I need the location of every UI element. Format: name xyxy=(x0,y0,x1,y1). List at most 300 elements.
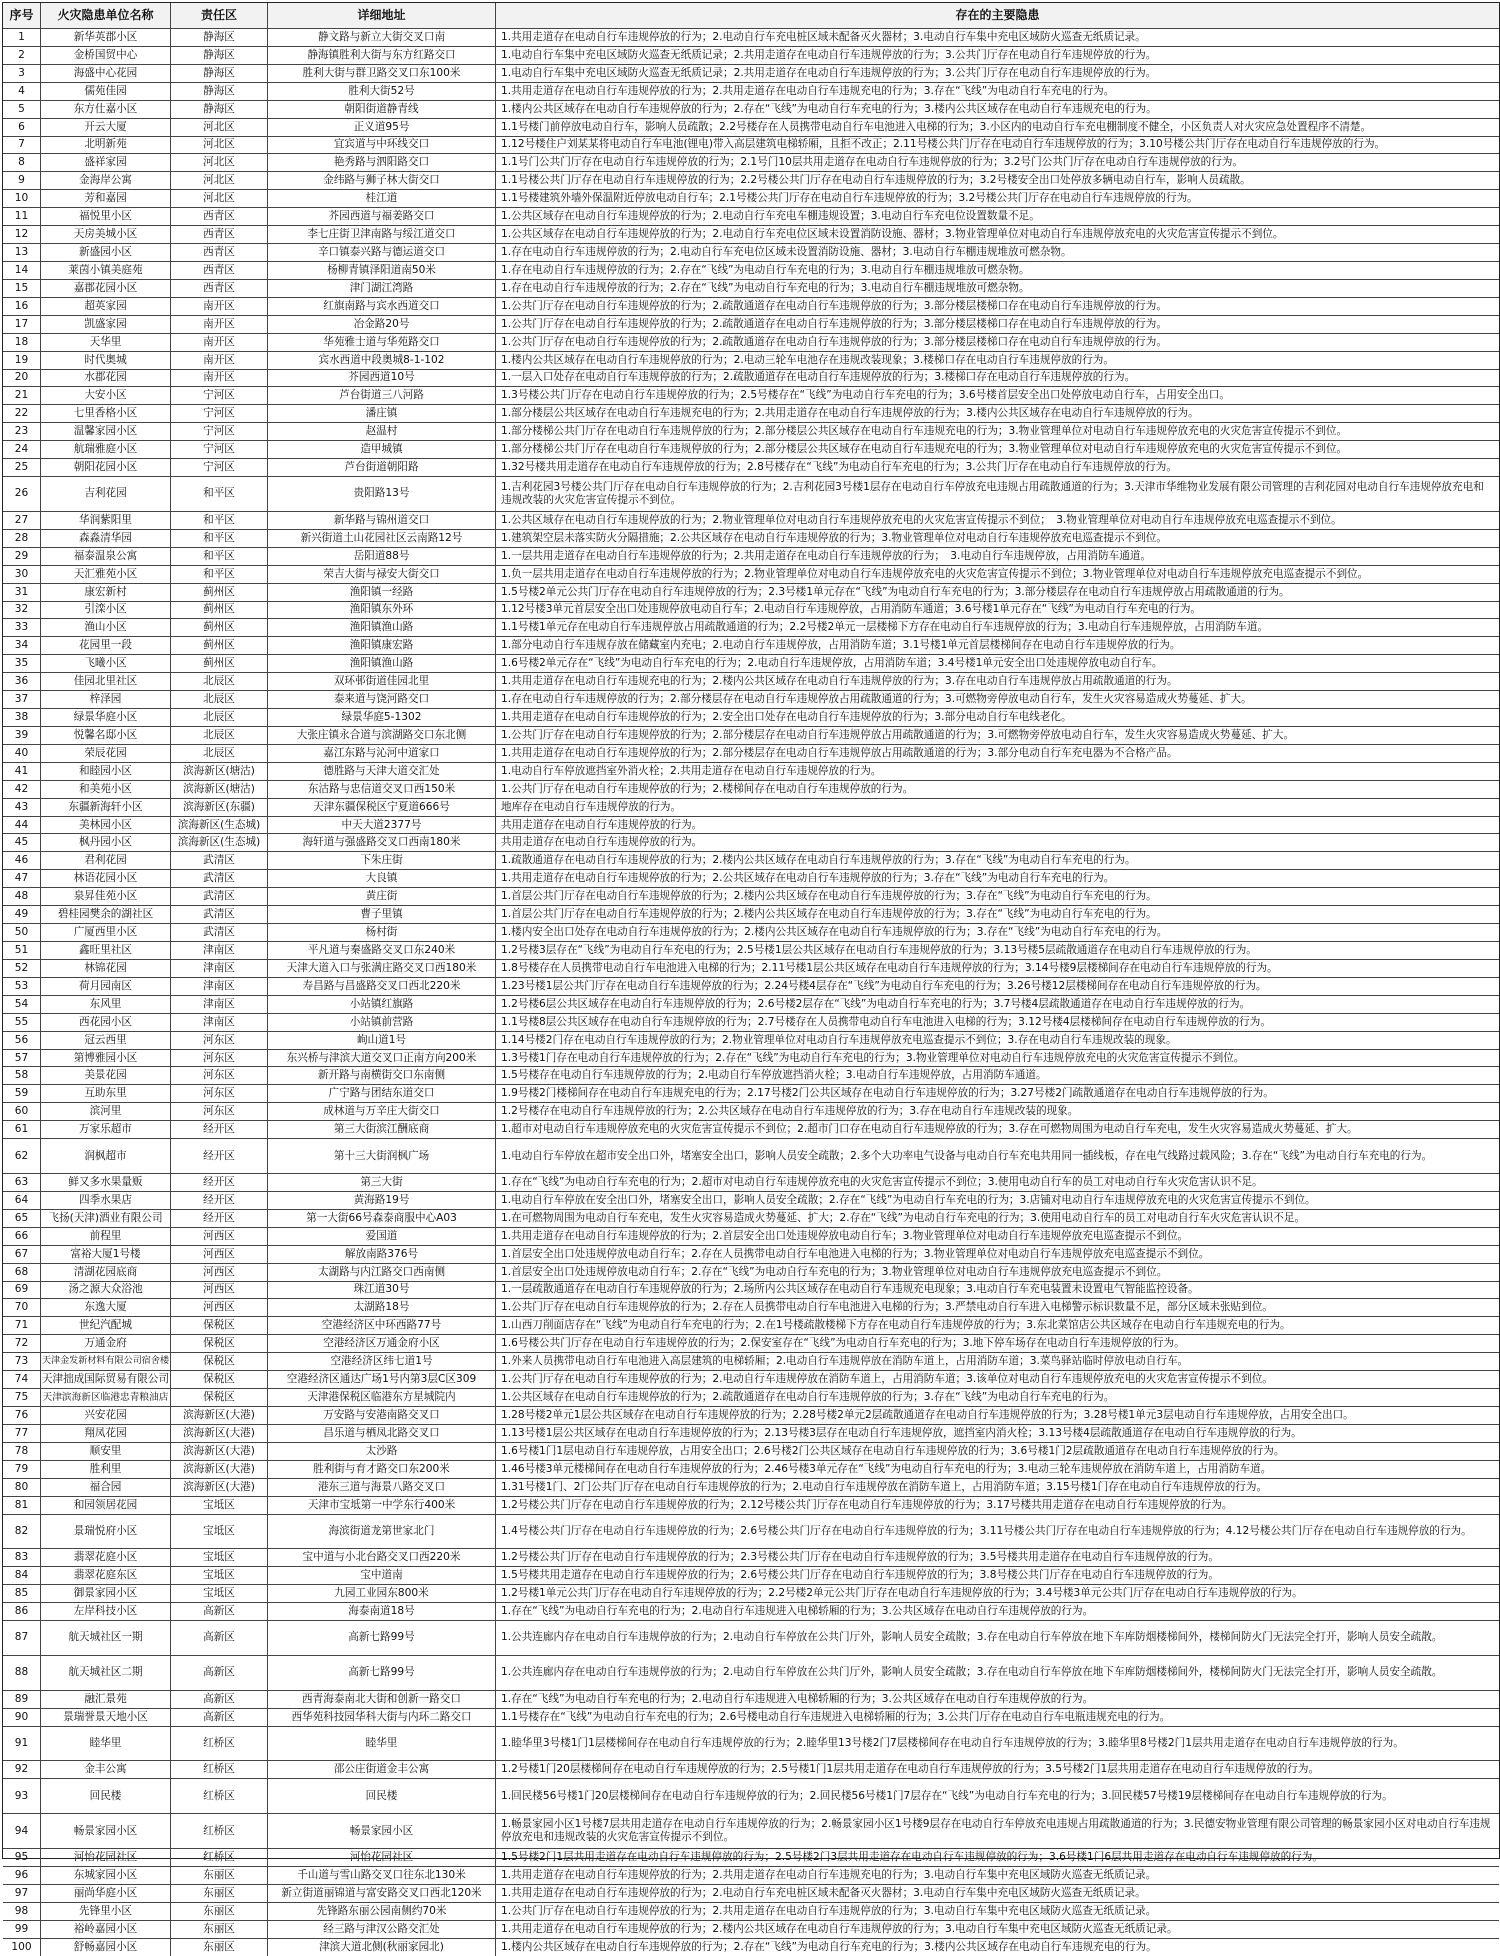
table-row xyxy=(3,423,1499,441)
col-index: 91 xyxy=(3,1727,41,1761)
col-district: 河东区 xyxy=(171,1085,268,1102)
col-district: 河西区 xyxy=(171,1246,268,1263)
col-index: 40 xyxy=(3,745,41,762)
col-index: 1 xyxy=(3,29,41,46)
table-row xyxy=(3,817,1499,835)
col-index: 17 xyxy=(3,316,41,333)
col-unit-name: 东风里 xyxy=(41,996,171,1013)
col-index: 47 xyxy=(3,870,41,887)
col-index: 81 xyxy=(3,1497,41,1514)
col-address: 空港经济区万通金府小区 xyxy=(268,1335,496,1352)
col-address: 宝中道与小北台路交叉口西220米 xyxy=(268,1549,496,1566)
col-index: 88 xyxy=(3,1656,41,1690)
table-row xyxy=(3,763,1499,781)
table-row xyxy=(3,1335,1499,1353)
col-unit-name: 天津金发新材料有限公司宿舍楼 xyxy=(41,1353,171,1370)
table-row xyxy=(3,655,1499,673)
col-address: 西青海泰南北大街和创新一路交口 xyxy=(268,1691,496,1708)
col-address: 第三大街滨江酬底商 xyxy=(268,1121,496,1138)
col-unit-name: 金丰公寓 xyxy=(41,1761,171,1778)
table-row xyxy=(3,870,1499,888)
col-address: 岳阳道88号 xyxy=(268,548,496,565)
col-unit-name: 天房美城小区 xyxy=(41,226,171,243)
col-district: 宝坻区 xyxy=(171,1515,268,1549)
col-index: 51 xyxy=(3,942,41,959)
col-district: 保税区 xyxy=(171,1317,268,1334)
col-hazards: 1.共用走道存在电动自行车违规停放的行为；2.公共区域存在电动自行车违规停放的行为；3.存在“飞线”为电动自行车充电的行为。 xyxy=(501,872,1115,885)
table-row xyxy=(3,1656,1499,1691)
col-district: 北辰区 xyxy=(171,691,268,708)
col-unit-name: 金桥国贸中心 xyxy=(41,47,171,64)
col-district: 河北区 xyxy=(171,154,268,171)
col-district: 保税区 xyxy=(171,1389,268,1406)
col-unit-name: 兴安花园 xyxy=(41,1407,171,1424)
col-address: 渔阳镇东外环 xyxy=(268,602,496,619)
col-address: 天津港保税区临港东方星城院内 xyxy=(268,1389,496,1406)
col-unit-name: 御景家园小区 xyxy=(41,1585,171,1602)
col-district: 和平区 xyxy=(171,530,268,547)
col-hazards: 1.共用走道存在电动自行车违规停放的行为；2.安全出口处存在电动自行车违规停放的行为；3.部分电动自行车电线老化。 xyxy=(501,710,1072,723)
col-district: 南开区 xyxy=(171,352,268,369)
col-district: 高新区 xyxy=(171,1656,268,1690)
col-district: 武清区 xyxy=(171,924,268,941)
col-index: 63 xyxy=(3,1174,41,1191)
table-row xyxy=(3,1849,1499,1867)
col-district: 东丽区 xyxy=(171,1921,268,1938)
col-index: 97 xyxy=(3,1885,41,1902)
col-unit-name: 朝阳花园小区 xyxy=(41,459,171,476)
col-index: 96 xyxy=(3,1867,41,1884)
col-address: 曹子里镇 xyxy=(268,906,496,923)
col-district: 滨海新区(大港) xyxy=(171,1443,268,1460)
col-index: 78 xyxy=(3,1443,41,1460)
table-row xyxy=(3,709,1499,727)
col-address: 小站镇前营路 xyxy=(268,1014,496,1031)
table-row xyxy=(3,137,1499,155)
col-district: 蓟州区 xyxy=(171,584,268,601)
col-index: 64 xyxy=(3,1192,41,1209)
table-row xyxy=(3,370,1499,388)
col-index: 28 xyxy=(3,530,41,547)
table-row xyxy=(3,459,1499,477)
col-district: 滨海新区(东疆) xyxy=(171,799,268,816)
col-district: 红桥区 xyxy=(171,1849,268,1866)
col-unit-name: 天汇雅苑小区 xyxy=(41,566,171,583)
col-hazards: 1.畅景家园小区1号楼7层共用走道存在电动自行车违规停放的行为；2.畅景家园小区1号楼9层存在电动自行车停放充电违规占用疏散通道的行为；3.民德安物业管理有限公司管理的畅景家园小区对电动自行车违规停放充电和违规改装的火灾危害宣传提示不到位。 xyxy=(501,1818,1491,1844)
col-district: 经开区 xyxy=(171,1174,268,1191)
col-hazards: 1.8号楼存在人员携带电动自行车电池进入电梯的行为；2.11号楼1层公共区域存在电动自行车违规停放的行为；3.14号楼9层楼梯间存在电动自行车违规停放的行为。 xyxy=(501,961,1278,974)
table-row xyxy=(3,1210,1499,1228)
col-hazards: 1.2号楼6层公共区域存在电动自行车违规停放的行为；2.6号楼2层存在“飞线”为电动自行车充电的行为；3.7号楼4层疏散通道存在电动自行车违规停放的行为。 xyxy=(501,997,1251,1010)
table-row xyxy=(3,477,1499,512)
col-hazards: 1.公共门厅存在电动自行车违规停放的行为；2.疏散通道存在电动自行车违规停放的行为；3.部分楼层楼梯口存在电动自行车违规停放的行为。 xyxy=(501,335,1167,348)
col-unit-name: 海盛中心花园 xyxy=(41,65,171,82)
col-address: 昌乐道与栖凤北路交叉口 xyxy=(268,1425,496,1442)
col-index: 95 xyxy=(3,1849,41,1866)
col-district: 北辰区 xyxy=(171,709,268,726)
col-unit-name: 航天城社区一期 xyxy=(41,1621,171,1655)
col-hazards: 1.首层公共门厅存在电动自行车违规停放的行为；2.楼内公共区域存在电动自行车违规停放的行为；3.存在“飞线”为电动自行车充电的行为。 xyxy=(501,908,1157,921)
table-row xyxy=(3,1567,1499,1585)
table-row xyxy=(3,888,1499,906)
col-unit-name: 飞扬(天津)酒业有限公司 xyxy=(41,1210,171,1227)
col-hazards: 1.吉利花园3号楼公共门厅存在电动自行车违规停放的行为；2.吉利花园3号楼1层存在电动自行车停放充电违规占用疏散通道的行为；3.天津市华维物业发展有限公司管理的吉利花园对电动自行车违规停放充电和违规改装的火灾危害宣传提示不到位。 xyxy=(501,480,1484,506)
col-unit-name: 荣辰花园 xyxy=(41,745,171,762)
col-hazards: 1.46号楼3单元楼梯间存在电动自行车违规停放的行为；2.46号楼3单元存在“飞线”为电动自行车充电的行为；3.电动三轮车违规停放在消防车道上，占用消防车道。 xyxy=(501,1462,1272,1475)
col-index: 12 xyxy=(3,226,41,243)
col-index: 90 xyxy=(3,1709,41,1726)
col-district: 红桥区 xyxy=(171,1779,268,1813)
col-district: 河西区 xyxy=(171,1299,268,1316)
col-address: 赵温村 xyxy=(268,423,496,440)
col-unit-name: 富裕大厦1号楼 xyxy=(41,1246,171,1263)
col-hazards: 1.存在电动自行车违规停放的行为；2.电动自行车充电位区域未设置消防设施、器材；3.电动自行车棚违规堆放可燃杂物。 xyxy=(501,246,1072,259)
col-hazards: 1.1号楼公共门厅存在电动自行车违规停放的行为；2.2号楼公共门厅存在电动自行车违规停放的行为；3.2号楼安全出口处停放多辆电动自行车，影响人员疏散。 xyxy=(501,174,1251,187)
col-district: 西青区 xyxy=(171,226,268,243)
col-hazards: 1.存在电动自行车违规停放的行为；2.部分楼层存在电动自行车违规停放占用疏散通道的行为；3.可燃物旁停放电动自行车，发生火灾容易造成火势蔓延、扩大。 xyxy=(501,693,1252,706)
col-unit-name: 鑫旺里社区 xyxy=(41,942,171,959)
col-index: 56 xyxy=(3,1032,41,1049)
col-index: 74 xyxy=(3,1371,41,1388)
table-row xyxy=(3,602,1499,620)
col-hazards: 1.共用走道存在电动自行车违规停放的行为；2.共用走道存在电动自行车违规充电的行为；3.电动自行车集中充电区域防火巡查无纸质记录。 xyxy=(501,1868,1157,1881)
col-unit-name: 和园领居花园 xyxy=(41,1497,171,1514)
table-row xyxy=(3,1407,1499,1425)
col-hazards: 1.部分楼梯公共门厅存在电动自行车违规停放的行为；2.部分楼层公共区域存在电动自行车违规充电的行为；3.物业管理单位对电动自行车违规停放充电的火灾危害宣传提示不到位。 xyxy=(501,425,1348,438)
col-unit-name: 天津拙成国际贸易有限公司 xyxy=(41,1371,171,1388)
col-hazards: 1.公共区域存在电动自行车违规停放的行为；2.疏散通道存在电动自行车违规停放的行为；3.存在“飞线”为电动自行车充电的行为。 xyxy=(501,1391,1115,1404)
col-index: 25 xyxy=(3,459,41,476)
col-hazards: 1.2号楼1单元公共门厅存在电动自行车违规停放的行为；2.2号楼2单元公共门厅存在电动自行车违规停放的行为；3.4号楼3单元公共门厅存在电动自行车违规停放的行为。 xyxy=(501,1587,1303,1600)
table-row xyxy=(3,1814,1499,1849)
col-hazards: 1.公共门厅存在电动自行车违规停放的行为；2.部分楼层存在电动自行车违规停放占用疏散通道的行为；3.可燃物旁停放电动自行车，发生火灾容易造成火势蔓延、扩大。 xyxy=(501,728,1295,741)
col-unit-name: 第博雅园小区 xyxy=(41,1050,171,1067)
col-unit-name: 和睦园小区 xyxy=(41,763,171,780)
col-unit-name: 清湖花园底商 xyxy=(41,1264,171,1281)
col-index: 86 xyxy=(3,1603,41,1620)
col-district: 西青区 xyxy=(171,208,268,225)
col-hazards: 共用走道存在电动自行车违规停放的行为。 xyxy=(501,818,703,831)
col-address: 渔阳镇康宏路 xyxy=(268,637,496,654)
col-address: 西华苑科技园华科大街与内环二路交口 xyxy=(268,1709,496,1726)
col-hazards: 1.3号楼公共门厅存在电动自行车违规停放的行为；2.5号楼存在“飞线”为电动自行车充电的行为；3.6号楼首层安全出口处停放电动自行车，占用安全出口。 xyxy=(501,389,1230,402)
col-index: 35 xyxy=(3,655,41,672)
col-hazards: 1.存在“飞线”为电动自行车充电的行为；2.超市对电动自行车违规停放充电的火灾危害宣传提示不到位；3.使用电动自行车的员工对电动自行车火灾危害认识不足。 xyxy=(501,1175,1263,1188)
col-district: 宁河区 xyxy=(171,423,268,440)
col-district: 宁河区 xyxy=(171,441,268,458)
col-address: 静文路与新立大街交叉口南 xyxy=(268,29,496,46)
col-index: 5 xyxy=(3,101,41,118)
col-address: 冶金路20号 xyxy=(268,316,496,333)
col-hazards: 1.楼内公共区域存在电动自行车违规停放的行为；2.电动三轮车电池存在违规改装现象；3.楼梯口存在电动自行车违规停放的行为。 xyxy=(501,353,1114,366)
col-unit-name: 开云大厦 xyxy=(41,119,171,136)
col-unit-name: 华润紫阳里 xyxy=(41,512,171,529)
col-district: 河西区 xyxy=(171,1282,268,1299)
col-district: 北辰区 xyxy=(171,673,268,690)
col-address: 红旗南路与宾水西道交口 xyxy=(268,298,496,315)
col-address: 下朱庄街 xyxy=(268,852,496,869)
col-address: 睦华里 xyxy=(268,1727,496,1761)
table-row xyxy=(3,1867,1499,1885)
col-hazards: 1.超市对电动自行车违规停放充电的火灾危害宣传提示不到位；2.超市门口存在电动自行车违规停放的行为；3.存在可燃物周围为电动自行车充电，发生火灾容易造成火势蔓延、扩大。 xyxy=(501,1123,1358,1136)
col-address: 新兴街道土山花园社区云南路12号 xyxy=(268,530,496,547)
col-district: 东丽区 xyxy=(171,1885,268,1902)
col-district: 蓟州区 xyxy=(171,602,268,619)
col-district: 西青区 xyxy=(171,280,268,297)
col-unit-name: 枫丹园小区 xyxy=(41,834,171,851)
col-address: 邵公庄街道金丰公寓 xyxy=(268,1761,496,1778)
table-row xyxy=(3,924,1499,942)
col-address: 万安路与安港南路交叉口 xyxy=(268,1407,496,1424)
col-hazards: 1.公共门厅存在电动自行车违规停放的行为；2.疏散通道存在电动自行车违规停放的行为；3.部分楼层楼梯口存在电动自行车违规停放的行为。 xyxy=(501,317,1167,330)
col-address: 桂江道 xyxy=(268,190,496,207)
col-address: 胜利大街与群卫路交叉口东100米 xyxy=(268,65,496,82)
col-index: 4 xyxy=(3,83,41,100)
col-address: 峋山道1号 xyxy=(268,1032,496,1049)
col-index: 2 xyxy=(3,47,41,64)
col-district: 武清区 xyxy=(171,888,268,905)
col-district: 武清区 xyxy=(171,852,268,869)
col-district: 滨海新区(塘沽) xyxy=(171,763,268,780)
col-address: 静海镇胜利大街与东方红路交口 xyxy=(268,47,496,64)
table-row xyxy=(3,978,1499,996)
col-hazards: 1.23号楼1层公共门厅存在电动自行车违规停放的行为；2.24号楼4层存在“飞线”为电动自行车充电的行为；3.26号楼12层楼梯间存在电动自行车违规停放的行为。 xyxy=(501,979,1267,992)
col-index: 11 xyxy=(3,208,41,225)
table-row xyxy=(3,942,1499,960)
col-district: 武清区 xyxy=(171,870,268,887)
col-address: 津门湖江湾路 xyxy=(268,280,496,297)
table-row xyxy=(3,154,1499,172)
col-unit-name: 芳和嘉园 xyxy=(41,190,171,207)
col-unit-name: 北明新苑 xyxy=(41,137,171,154)
col-index: 37 xyxy=(3,691,41,708)
table-row xyxy=(3,1779,1499,1814)
header-col-index: 序号 xyxy=(3,3,41,28)
col-hazards: 1.6号楼1门1层电动自行车违规停放，占用安全出口；2.6号楼2门公共区域存在电动自行车违规停放的行为；3.6号楼1门2层疏散通道存在电动自行车违规停放的行为。 xyxy=(501,1444,1285,1457)
table-row xyxy=(3,1317,1499,1335)
col-district: 河东区 xyxy=(171,1103,268,1120)
col-index: 69 xyxy=(3,1282,41,1299)
col-unit-name: 万家乐超市 xyxy=(41,1121,171,1138)
col-index: 62 xyxy=(3,1139,41,1173)
col-index: 99 xyxy=(3,1921,41,1938)
col-address: 大张庄镇永合道与滨湖路交口东北侧 xyxy=(268,727,496,744)
col-index: 39 xyxy=(3,727,41,744)
col-unit-name: 莱茵小镇美庭苑 xyxy=(41,262,171,279)
col-address: 海滨街道龙第世家北门 xyxy=(268,1515,496,1549)
table-row xyxy=(3,1228,1499,1246)
col-index: 49 xyxy=(3,906,41,923)
col-unit-name: 畅景家园小区 xyxy=(41,1814,171,1848)
col-hazards: 1.6号楼公共门厅存在电动自行车违规停放的行为；2.保安室存在“飞线”为电动自行车充电的行为；3.地下停车场存在电动自行车违规停放的行为。 xyxy=(501,1337,1185,1350)
col-address: 新华路与锦州道交口 xyxy=(268,512,496,529)
col-index: 36 xyxy=(3,673,41,690)
col-unit-name: 河怡花园社区 xyxy=(41,1849,171,1866)
col-address: 广宁路与团结东道交口 xyxy=(268,1085,496,1102)
col-unit-name: 吉利花园 xyxy=(41,477,171,511)
col-index: 48 xyxy=(3,888,41,905)
col-address: 杨柳青镇泽阳道南50米 xyxy=(268,262,496,279)
col-district: 宝坻区 xyxy=(171,1585,268,1602)
table-row xyxy=(3,799,1499,817)
col-district: 武清区 xyxy=(171,906,268,923)
col-district: 和平区 xyxy=(171,477,268,511)
col-unit-name: 碧桂园樊余的湖社区 xyxy=(41,906,171,923)
col-hazards: 1.1号楼1单元存在电动自行车违规停放占用疏散通道的行为；2.2号楼2单元一层楼梯下方存在电动自行车违规停放的行为；3.电动自行车违规停放，占用消防车道。 xyxy=(501,621,1269,634)
table-row xyxy=(3,906,1499,924)
col-index: 9 xyxy=(3,172,41,189)
col-unit-name: 和美苑小区 xyxy=(41,781,171,798)
col-hazards: 地库存在电动自行车违规停放的行为。 xyxy=(501,800,682,813)
col-district: 河东区 xyxy=(171,1067,268,1084)
header-col-hazards: 存在的主要隐患 xyxy=(955,8,1040,22)
col-district: 蓟州区 xyxy=(171,655,268,672)
table-row xyxy=(3,1621,1499,1656)
table-row xyxy=(3,852,1499,870)
col-hazards: 1.6号楼2单元存在“飞线”为电动自行车充电的行为；2.电动自行车违规停放，占用消防车道；3.4号楼1单元安全出口处违规停放电动自行车。 xyxy=(501,657,1163,670)
col-district: 南开区 xyxy=(171,334,268,351)
table-row xyxy=(3,1085,1499,1103)
col-index: 34 xyxy=(3,637,41,654)
col-hazards: 1.9号楼2门楼梯间存在电动自行车违规充电的行为；2.17号楼2门公共区域存在电动自行车违规停放的行为；3.27号楼2门疏散通道存在电动自行车违规停放的行为。 xyxy=(501,1087,1274,1100)
col-unit-name: 鲜又多水果量贩 xyxy=(41,1174,171,1191)
col-address: 金纬路与狮子林大街交口 xyxy=(268,172,496,189)
col-district: 和平区 xyxy=(171,512,268,529)
table-row xyxy=(3,1603,1499,1621)
table-row xyxy=(3,280,1499,298)
col-address: 小站镇红旗路 xyxy=(268,996,496,1013)
table-row xyxy=(3,619,1499,637)
col-index: 72 xyxy=(3,1335,41,1352)
col-address: 渔阳镇渔山路 xyxy=(268,619,496,636)
col-hazards: 1.公共门厅存在电动自行车违规停放的行为；2.共用走道存在电动自行车违规停放的行为；3.电动自行车集中充电区域防火巡查无纸质记录。 xyxy=(501,1904,1157,1917)
col-district: 河西区 xyxy=(171,1264,268,1281)
col-address: 回民楼 xyxy=(268,1779,496,1813)
col-unit-name: 融汇景苑 xyxy=(41,1691,171,1708)
col-unit-name: 嘉郡花园小区 xyxy=(41,280,171,297)
col-unit-name: 绿景华庭小区 xyxy=(41,709,171,726)
col-index: 52 xyxy=(3,960,41,977)
col-address: 中天大道2377号 xyxy=(268,817,496,834)
col-address: 新开路与南横街交口东南侧 xyxy=(268,1067,496,1084)
col-index: 44 xyxy=(3,817,41,834)
table-row xyxy=(3,1050,1499,1068)
col-hazards: 1.3号楼1门存在电动自行车违规停放的行为；2.存在“飞线”为电动自行车充电的行为；3.物业管理单位对电动自行车违规停放充电的火灾危害宣传提示不到位。 xyxy=(501,1051,1245,1064)
table-row xyxy=(3,1246,1499,1264)
col-hazards: 1.共用走道存在电动自行车违规停放的行为；2.电动自行车充电桩区域未配备灭火器材；3.电动自行车集中充电区域防火巡查无纸质记录。 xyxy=(501,1886,1146,1899)
col-index: 80 xyxy=(3,1479,41,1496)
table-row xyxy=(3,1282,1499,1300)
col-address: 泰来道与饶河路交口 xyxy=(268,691,496,708)
col-address: 辛口镇泰兴路与德运道交口 xyxy=(268,244,496,261)
col-index: 21 xyxy=(3,387,41,404)
col-address: 宾水西道中段奥城8-1-102 xyxy=(268,352,496,369)
col-district: 北辰区 xyxy=(171,745,268,762)
col-unit-name: 林语花园小区 xyxy=(41,870,171,887)
col-address: 畅景家园小区 xyxy=(268,1814,496,1848)
col-unit-name: 佳园北里社区 xyxy=(41,673,171,690)
col-address: 芦台街道朝阳路 xyxy=(268,459,496,476)
col-index: 100 xyxy=(3,1939,41,1956)
col-index: 53 xyxy=(3,978,41,995)
header-col-address: 详细地址 xyxy=(268,3,496,28)
col-unit-name: 七里香格小区 xyxy=(41,405,171,422)
col-address: 第三大街 xyxy=(268,1174,496,1191)
col-district: 河东区 xyxy=(171,1050,268,1067)
col-unit-name: 福合园 xyxy=(41,1479,171,1496)
col-index: 65 xyxy=(3,1210,41,1227)
col-district: 滨海新区(生态城) xyxy=(171,817,268,834)
table-row xyxy=(3,172,1499,190)
col-hazards: 1.31号楼1门、2门公共门厅存在电动自行车违规停放的行为；2.电动自行车违规停放在消防车道上，占用消防车道；3.15号楼1门存在电动自行车违规停放的行为。 xyxy=(501,1480,1268,1493)
col-unit-name: 花园里一段 xyxy=(41,637,171,654)
col-hazards: 1.公共门厅存在电动自行车违规停放的行为；2.电动自行车违规停放在消防车道上，占用消防车道；3.该单位对电动自行车违规停放充电的火灾危害宣传提示不到位。 xyxy=(501,1373,1273,1386)
col-district: 静海区 xyxy=(171,65,268,82)
col-hazards: 1.电动自行车停放遮挡室外消火栓；2.共用走道存在电动自行车违规停放的行为。 xyxy=(501,764,882,777)
col-address: 李七庄街卫津南路与绥江道交口 xyxy=(268,226,496,243)
col-district: 静海区 xyxy=(171,29,268,46)
col-address: 渔阳镇渔山路 xyxy=(268,655,496,672)
col-district: 高新区 xyxy=(171,1709,268,1726)
col-index: 42 xyxy=(3,781,41,798)
col-index: 22 xyxy=(3,405,41,422)
col-unit-name: 福泰温泉公寓 xyxy=(41,548,171,565)
col-unit-name: 荷月园南区 xyxy=(41,978,171,995)
col-hazards: 1.2号楼存在电动自行车违规停放的行为；2.公共区域存在电动自行车违规停放的行为；3.存在电动自行车违规改装的现象。 xyxy=(501,1105,1079,1118)
table-row xyxy=(3,441,1499,459)
col-district: 南开区 xyxy=(171,370,268,387)
col-unit-name: 凯盛家园 xyxy=(41,316,171,333)
col-index: 43 xyxy=(3,799,41,816)
col-unit-name: 水郡花园 xyxy=(41,370,171,387)
hazard-table xyxy=(2,2,1500,1953)
col-address: 港东三道与海景八路交叉口 xyxy=(268,1479,496,1496)
col-unit-name: 东城家园小区 xyxy=(41,1867,171,1884)
col-hazards: 1.部分楼梯公共门厅存在电动自行车违规停放的行为；2.部分楼层公共区域存在电动自行车违规充电的行为；3.物业管理单位对电动自行车违规停放充电的火灾危害宣传提示不到位。 xyxy=(501,443,1348,456)
col-unit-name: 梓泽园 xyxy=(41,691,171,708)
col-district: 宁河区 xyxy=(171,405,268,422)
col-district: 和平区 xyxy=(171,566,268,583)
col-unit-name: 林锦花园 xyxy=(41,960,171,977)
table-row xyxy=(3,566,1499,584)
table-row xyxy=(3,1371,1499,1389)
col-index: 27 xyxy=(3,512,41,529)
col-address: 太湖路与内江路交口西南侧 xyxy=(268,1264,496,1281)
col-hazards: 1.负一层共用走道存在电动自行车违规停放的行为；2.物业管理单位对电动自行车违规停放充电的火灾危害宣传提示不到位；3.物业管理单位对电动自行车违规停放充电巡查提示不到位。 xyxy=(501,567,1369,580)
col-district: 经开区 xyxy=(171,1139,268,1173)
col-hazards: 1.5号楼2单元公共门厅存在电动自行车违规停放的行为；2.3号楼1单元存在“飞线”为电动自行车充电的行为；3.部分楼层存在电动自行车违规停放占用疏散通道的行为。 xyxy=(501,585,1290,598)
col-address: 华苑雅士道与华苑路交口 xyxy=(268,334,496,351)
col-hazards: 1.28号楼2单元1层公共区域存在电动自行车违规停放的行为；2.28号楼2单元2层疏散通道存在电动自行车违规停放的行为；3.28号楼1单元3层电动自行车违规停放，占用安全出口。 xyxy=(501,1408,1354,1421)
col-address: 芥园西道与福姜路交口 xyxy=(268,208,496,225)
col-unit-name: 胜利里 xyxy=(41,1461,171,1478)
col-address: 解放南路376号 xyxy=(268,1246,496,1263)
col-unit-name: 森淼清华园 xyxy=(41,530,171,547)
col-hazards: 1.公共区域存在电动自行车违规停放的行为；2.电动自行车充电车棚违规设置；3.电动自行车充电位设置数量不足。 xyxy=(501,210,1040,223)
col-address: 空港经济区中环西路77号 xyxy=(268,1317,496,1334)
col-district: 西青区 xyxy=(171,262,268,279)
col-unit-name: 航天城社区二期 xyxy=(41,1656,171,1690)
col-index: 89 xyxy=(3,1691,41,1708)
col-unit-name: 新盛园小区 xyxy=(41,244,171,261)
col-hazards: 1.4号楼公共门厅存在电动自行车违规停放的行为；2.6号楼公共门厅存在电动自行车违规停放的行为；3.11号楼公共门厅存在电动自行车违规停放的行为；4.12号楼公共门厅存在电动自行车违规停放的行为。 xyxy=(501,1524,1472,1537)
col-address: 津滨大道北侧(秋丽家园北) xyxy=(268,1939,496,1956)
table-row xyxy=(3,1515,1499,1550)
col-hazards: 1.1号楼存在“飞线”为电动自行车充电的行为；2.6号楼电动自行车违规进入电梯轿厢的行为；3.公共门厅存在电动自行车电瓶违规充电的行为。 xyxy=(501,1710,1171,1723)
col-address: 东兴桥与津滨大道交叉口正南方向200米 xyxy=(268,1050,496,1067)
col-unit-name: 东疆新海轩小区 xyxy=(41,799,171,816)
col-address: 河怡花园社区 xyxy=(268,1849,496,1866)
